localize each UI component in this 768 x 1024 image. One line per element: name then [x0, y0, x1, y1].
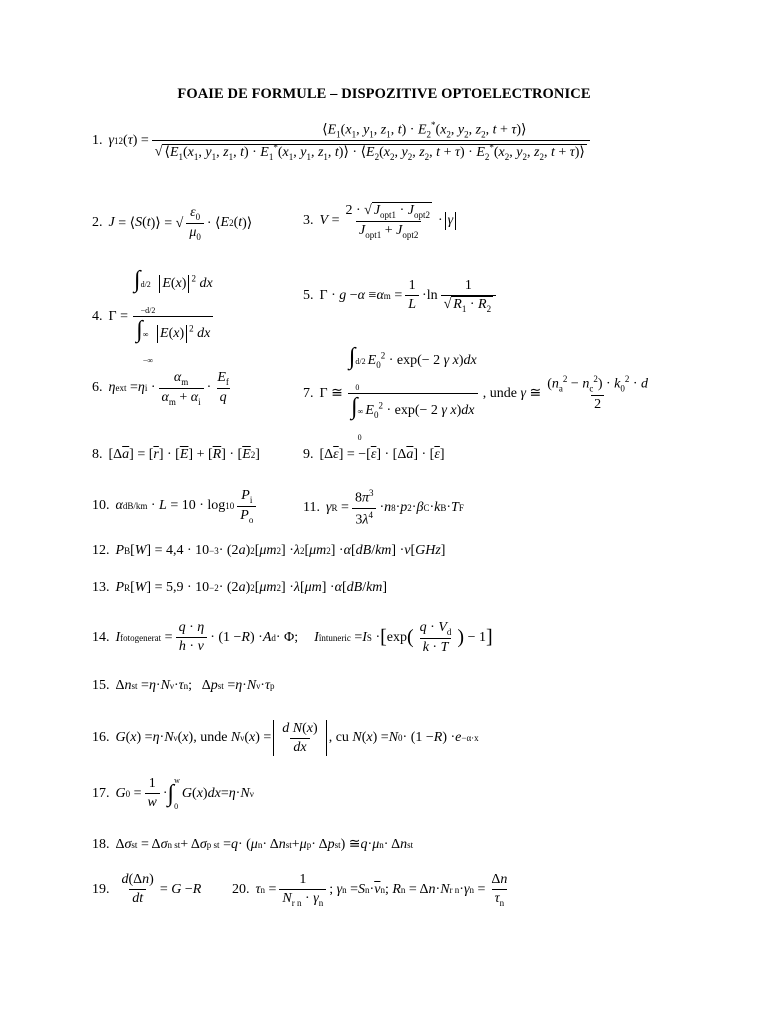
formula-number: 12. [92, 543, 110, 558]
formula-12: 12. P B [ W ] = 4,4 · 10 −3 · (2 a ) 2 [ μm 2 ] · λ 2 [ μm 2 ] · α [ dB / km ] · ν [ GHz ] [92, 543, 446, 558]
formula-1: 1. γ 12 ( τ ) = $⟨E_1(x_1$, $y_1$, $z_1$, $t) \cdot E_2^*(x_2$, $y_2$, $z_2$, t + τ)⟩ √ $⟨E_1(x_1$, $y_1$, $z_1$, $t) \cdot E_1^*(x_1$, $y_1$, $z_1$, t)⟩ · $⟨E_2(x_2$, $y_2$, $z_2$, $t + \tau) \cdot E_2^*(x_2$, $y_2$, $z_2$, t + τ)⟩ [92, 120, 593, 162]
formula-number: 2. [92, 215, 103, 231]
formula-14: 14. I fotogenerat = $\frac{q \cdot \eta}{h \cdot \nu}$ · (1 − R ) · A d · Φ; I întuneric = I S · [ exp ( $\frac{q \cdot V_d}{k \cdot T}$ ) − 1 ] [92, 620, 493, 655]
formula-10: 10. α dB/km · L = 10 · log 10 $\frac{P_i}{P_o}$ [92, 488, 259, 525]
ln-label: ln [426, 287, 438, 303]
formula-11: 11. γ R = $\frac{8\pi^3}{3\lambda^4}$ · n 8 · p 2 · β C · k B · T F [303, 488, 464, 528]
formula-number: 1. [92, 132, 103, 148]
formula-number: 4. [92, 308, 103, 324]
formula-number: 13. [92, 580, 110, 595]
formula-number: 19. [92, 881, 110, 897]
formula-number: 20. [232, 881, 250, 897]
formula-number: 17. [92, 785, 110, 801]
unde-label: , unde [193, 730, 228, 745]
formula-number: 8. [92, 447, 103, 462]
formula-8: 8. [Δ $\overline{a}$ ] = [ $\overline{r}$ ] · [ $\overline{E}$ ] + [ $\overline{R}$ ] · [ $\overline{E}$ 2 ] [92, 447, 260, 462]
formula-4: 4. Γ = ∫ d/2 −d/2 E(x) $^2$ dx ∫ ∞ −∞ E(x) $^2$ dx [92, 267, 213, 365]
formula-9: 9. [Δ $\overline{\varepsilon}$ ] = −[ $\overline{\varepsilon}$ ] · [Δ $\overline{a}$ ] · [ $\overline{\varepsilon}$ ] [303, 447, 445, 462]
formula-20: 20. τ n = $\frac{1}{N_{r n} \cdot \gamma_n}$ ; γ n = S n · $\overline{v}$ n ; R n = Δ n · N r n · γ n = $\frac{\Delta n}{\tau_n}$ [232, 872, 508, 908]
formula-number: 11. [303, 500, 320, 516]
formula-number: 7. [303, 385, 314, 401]
page-title: FOAIE DE FORMULE – DISPOZITIVE OPTOELECTRONICE [177, 86, 591, 102]
formula-19: 19. $\frac{d(\Delta n)}{dt}$ = G − R [92, 872, 202, 906]
formula-number: 18. [92, 836, 110, 852]
cu-label: , cu [328, 730, 349, 745]
intuneric-subscript: întuneric [318, 632, 351, 643]
formula-number: 9. [303, 447, 314, 462]
formula-number: 14. [92, 629, 110, 645]
formula-16: 16. G ( x ) = η · N ν ( x ) , unde N ν ( x ) = $\frac{\text{d N(x)}}{dx}$ , cu N ( x ) = N 0 · (1 − R ) · e −α·x [92, 720, 479, 755]
formula-13: 13. P R [ W ] = 5,9 · 10 −2 · (2 a ) 2 [ μm 2 ] · λ [ μm ] · α [ dB / km ] [92, 580, 388, 595]
formula-2: 2. J = ⟨ S ( t )⟩ = √ $\frac{\varepsilon_0}{\mu_0}$ · ⟨ E 2 ( t )⟩ [92, 205, 253, 242]
formula-18: 18. Δ σ st = Δ σ n st + Δ σ p st = q · ( μ n · Δ n st + μ p · Δ p st ) ≅ q · μ n · Δ n st [92, 836, 414, 852]
formula-6: 6. η ext = η i · $\frac{\alpha_m}{\alpha_m + \alpha_i}$ · $\frac{E_f}{q}$ [92, 370, 229, 407]
unde-label: , unde [482, 385, 517, 401]
formula-number: 3. [303, 213, 314, 229]
formula-number: 15. [92, 678, 110, 693]
fotogenerat-subscript: fotogenerat [120, 632, 162, 643]
formula-number: 6. [92, 380, 103, 396]
formula-3: 3. V = $\frac{2 \cdot √ J_{opt1} \cdot J_{opt2}}{J_{opt1} + J_{opt2}}$ · γ [303, 203, 458, 240]
formula-17: 17. G 0 = $\frac{1}{w}$ · ∫ w 0 G ( x ) dx = η · N ν [92, 775, 254, 811]
exp-label: exp [386, 629, 407, 645]
formula-7: 7. Γ ≅ ∫ d/2 0 $E_0^2 \cdot \exp(- 2$ γ x)dx ∫ ∞ 0 $E_0^2 \cdot \exp(- 2$ γ x)dx , unde γ ≅ $\frac{(n_a^2 - n_c^2) \cdot k_0^2 \cdot d}{2}$ [303, 344, 649, 442]
formula-15: 15. Δ n st = η · N ν · τ n ; Δ p st = η · N ν · τ p [92, 678, 275, 693]
coherence-fraction: $⟨E_1(x_1$, $y_1$, $z_1$, $t) \cdot E_2^*(x_2$, $y_2$, $z_2$, t + τ)⟩ √ $⟨E_1(x_1$, $y_1$, $z_1$, $t) \cdot E_1^*(x_1$, $y_1$, $z_1$, t)⟩ · $⟨E_2(x_2$, $y_2$, $z_2$, $t + \tau) \cdot E_2^*(x_2$, $y_2$, $z_2$, t + τ)⟩ [152, 120, 590, 162]
formula-number: 10. [92, 498, 110, 514]
formula-number: 16. [92, 730, 110, 745]
formula-5: 5. Γ · g − α ≡ α m = $\frac{1}{L}$ · ln $\frac{1}{√ R_1 \cdot R_2}$ [303, 278, 499, 314]
formula-number: 5. [303, 287, 314, 303]
